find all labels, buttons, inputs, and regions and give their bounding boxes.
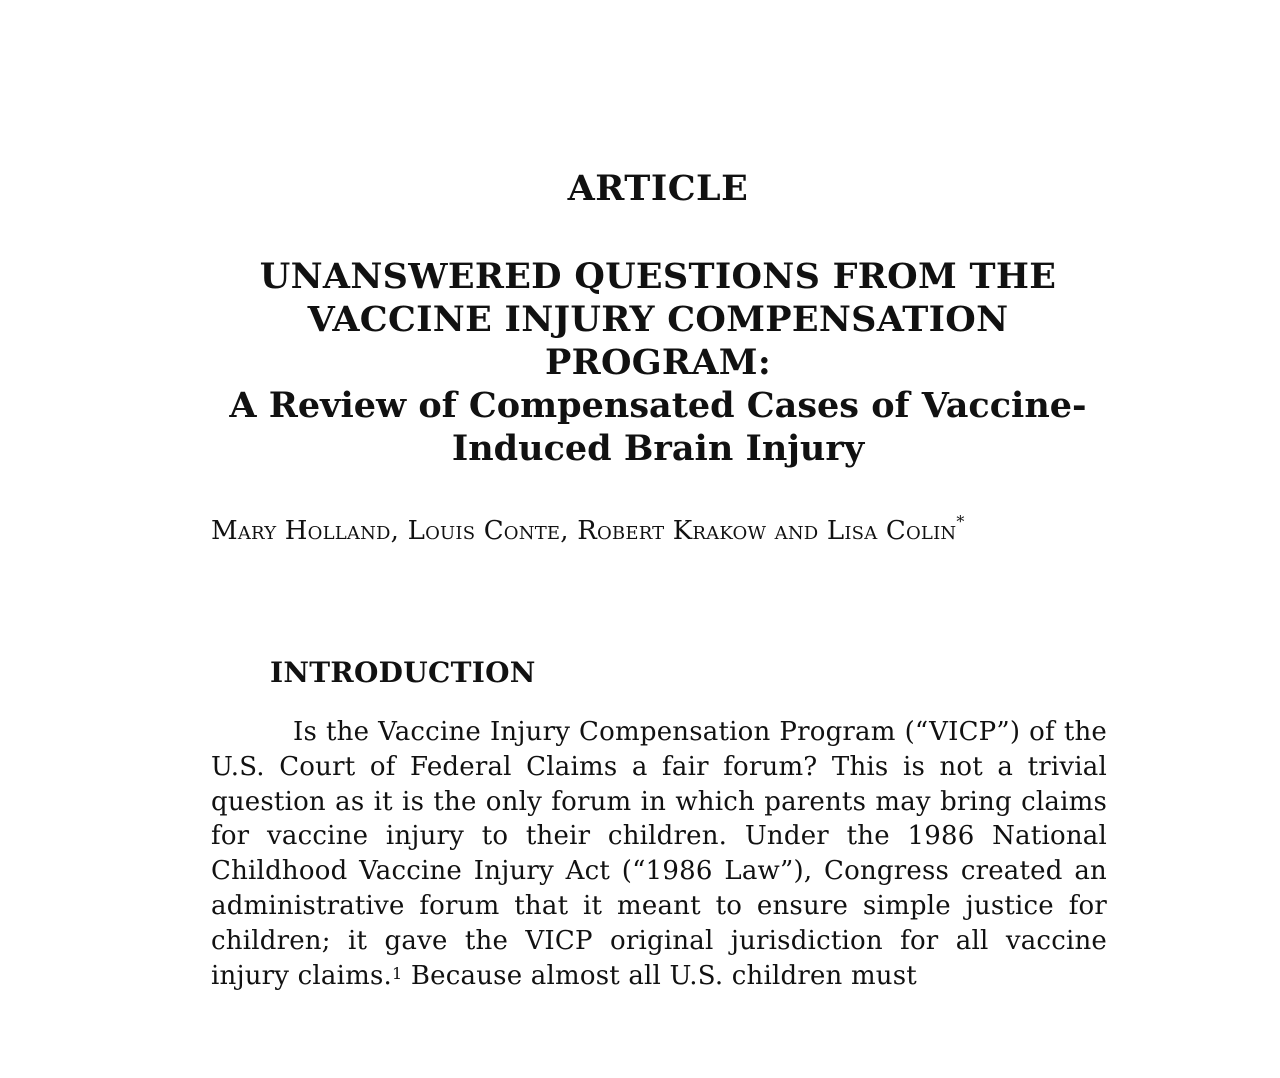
title-line: PROGRAM: <box>544 342 772 383</box>
footnote-marker[interactable]: 1 <box>392 963 403 983</box>
subtitle-line: A Review of Compensated Cases of Vaccine- <box>229 385 1087 426</box>
title-line: VACCINE INJURY COMPENSATION <box>307 299 1009 340</box>
article-title <box>200 255 1116 470</box>
title-line: UNANSWERED QUESTIONS FROM THE <box>259 256 1057 297</box>
paragraph-text-continued: Because almost all U.S. children must <box>402 960 917 991</box>
author-footnote-marker[interactable]: * <box>956 512 965 531</box>
body-paragraph <box>211 715 1107 993</box>
author-line <box>211 512 1211 546</box>
section-heading: INTRODUCTION <box>270 656 536 689</box>
subtitle-line: Induced Brain Injury <box>451 428 865 469</box>
author-names: Mary Holland, Louis Conte, Robert Krakow and Lisa Colin <box>211 516 957 546</box>
article-label: ARTICLE <box>567 168 749 209</box>
paragraph-text: Is the Vaccine Injury Compensation Program (“VICP”) of the U.S. Court of Federal Claims a fair forum? This is not a trivial question as it is the only forum in which parents may bring claims for vaccine injury to their children. Under the 1986 National Childhood Vaccine Injury Act (“1986 Law”), Congress created an administrative forum that it meant to ensure simple justice for children; it gave the VICP original jurisdiction for all vaccine injury claims. <box>211 717 1107 991</box>
